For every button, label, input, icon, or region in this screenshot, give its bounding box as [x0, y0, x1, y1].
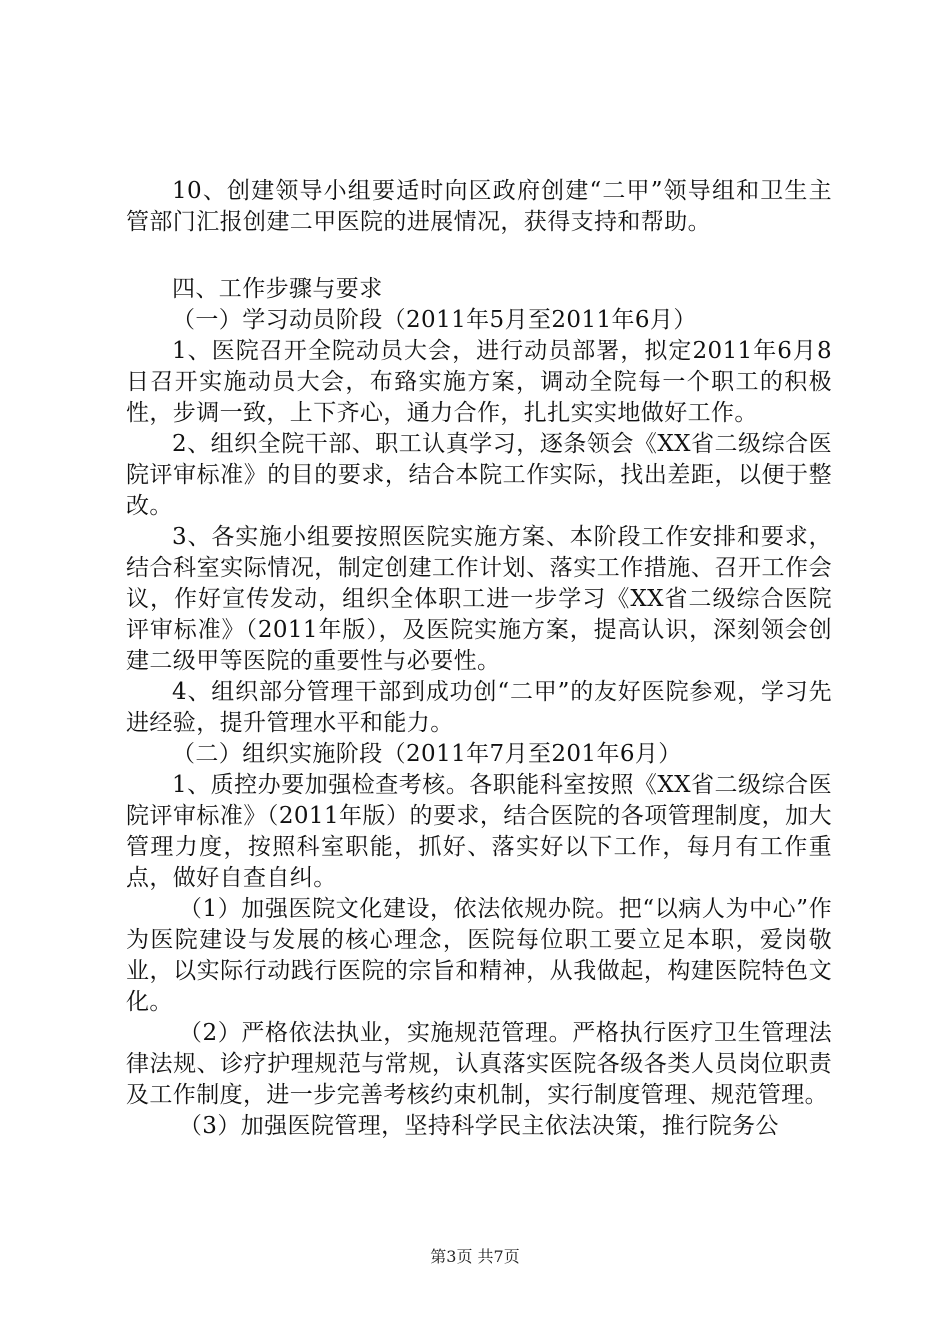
- subsection-heading-implementation: （二）组织实施阶段（2011年7月至201年6月）: [172, 741, 682, 767]
- document-body: [126, 176, 832, 1142]
- paragraph-culture: （1）加强医院文化建设，依法依规办院。把“以病人为中心”作为医院建设与发展的核心理念，医院每位职工要立足本职，爱岗敬业，以实际行动践行医院的宗旨和精神，从我做起，构建医院特色文化。: [126, 896, 832, 1015]
- paragraph-step-3: 3、各实施小组要按照医院实施方案、本阶段工作安排和要求，结合科室实际情况，制定创建工作计划、落实工作措施、召开工作会议，作好宣传发动，组织全体职工进一步学习《XX省二级综合医院评审标准》（2011年版），及医院实施方案，提高认识，深刻领会创建二级甲等医院的重要性与必要性。: [126, 524, 832, 674]
- paragraph-item-10: 10、创建领导小组要适时向区政府创建“二甲”领导组和卫生主管部门汇报创建二甲医院的进展情况，获得支持和帮助。: [126, 178, 832, 235]
- section-heading-four: 四、工作步骤与要求: [172, 276, 383, 302]
- page-number-footer: 第3页 共7页: [430, 1247, 520, 1266]
- paragraph-step-4: 4、组织部分管理干部到成功创“二甲”的友好医院参观，学习先进经验，提升管理水平和能力。: [126, 679, 832, 736]
- paragraph-quality-control: 1、质控办要加强检查考核。各职能科室按照《XX省二级综合医院评审标准》（2011年版）的要求，结合医院的各项管理制度，加大管理力度，按照科室职能，抓好、落实好以下工作，每月有工作重点，做好自查自纠。: [126, 772, 832, 891]
- subsection-heading-mobilization: （一）学习动员阶段（2011年5月至2011年6月）: [172, 307, 697, 333]
- paragraph-regulation: （2）严格依法执业，实施规范管理。严格执行医疗卫生管理法律法规、诊疗护理规范与常规，认真落实医院各级各类人员岗位职责及工作制度，进一步完善考核约束机制，实行制度管理、规范管理。: [126, 1020, 832, 1108]
- paragraph-step-2: 2、组织全院干部、职工认真学习，逐条领会《XX省二级综合医院评审标准》的目的要求，结合本院工作实际，找出差距，以便于整改。: [126, 431, 832, 519]
- paragraph-step-1: 1、医院召开全院动员大会，进行动员部署，拟定2011年6月8日召开实施动员大会，布臵实施方案，调动全院每一个职工的积极性，步调一致，上下齐心，通力合作，扎扎实实地做好工作。: [126, 338, 832, 426]
- paragraph-management: （3）加强医院管理，坚持科学民主依法决策，推行院务公: [178, 1113, 779, 1139]
